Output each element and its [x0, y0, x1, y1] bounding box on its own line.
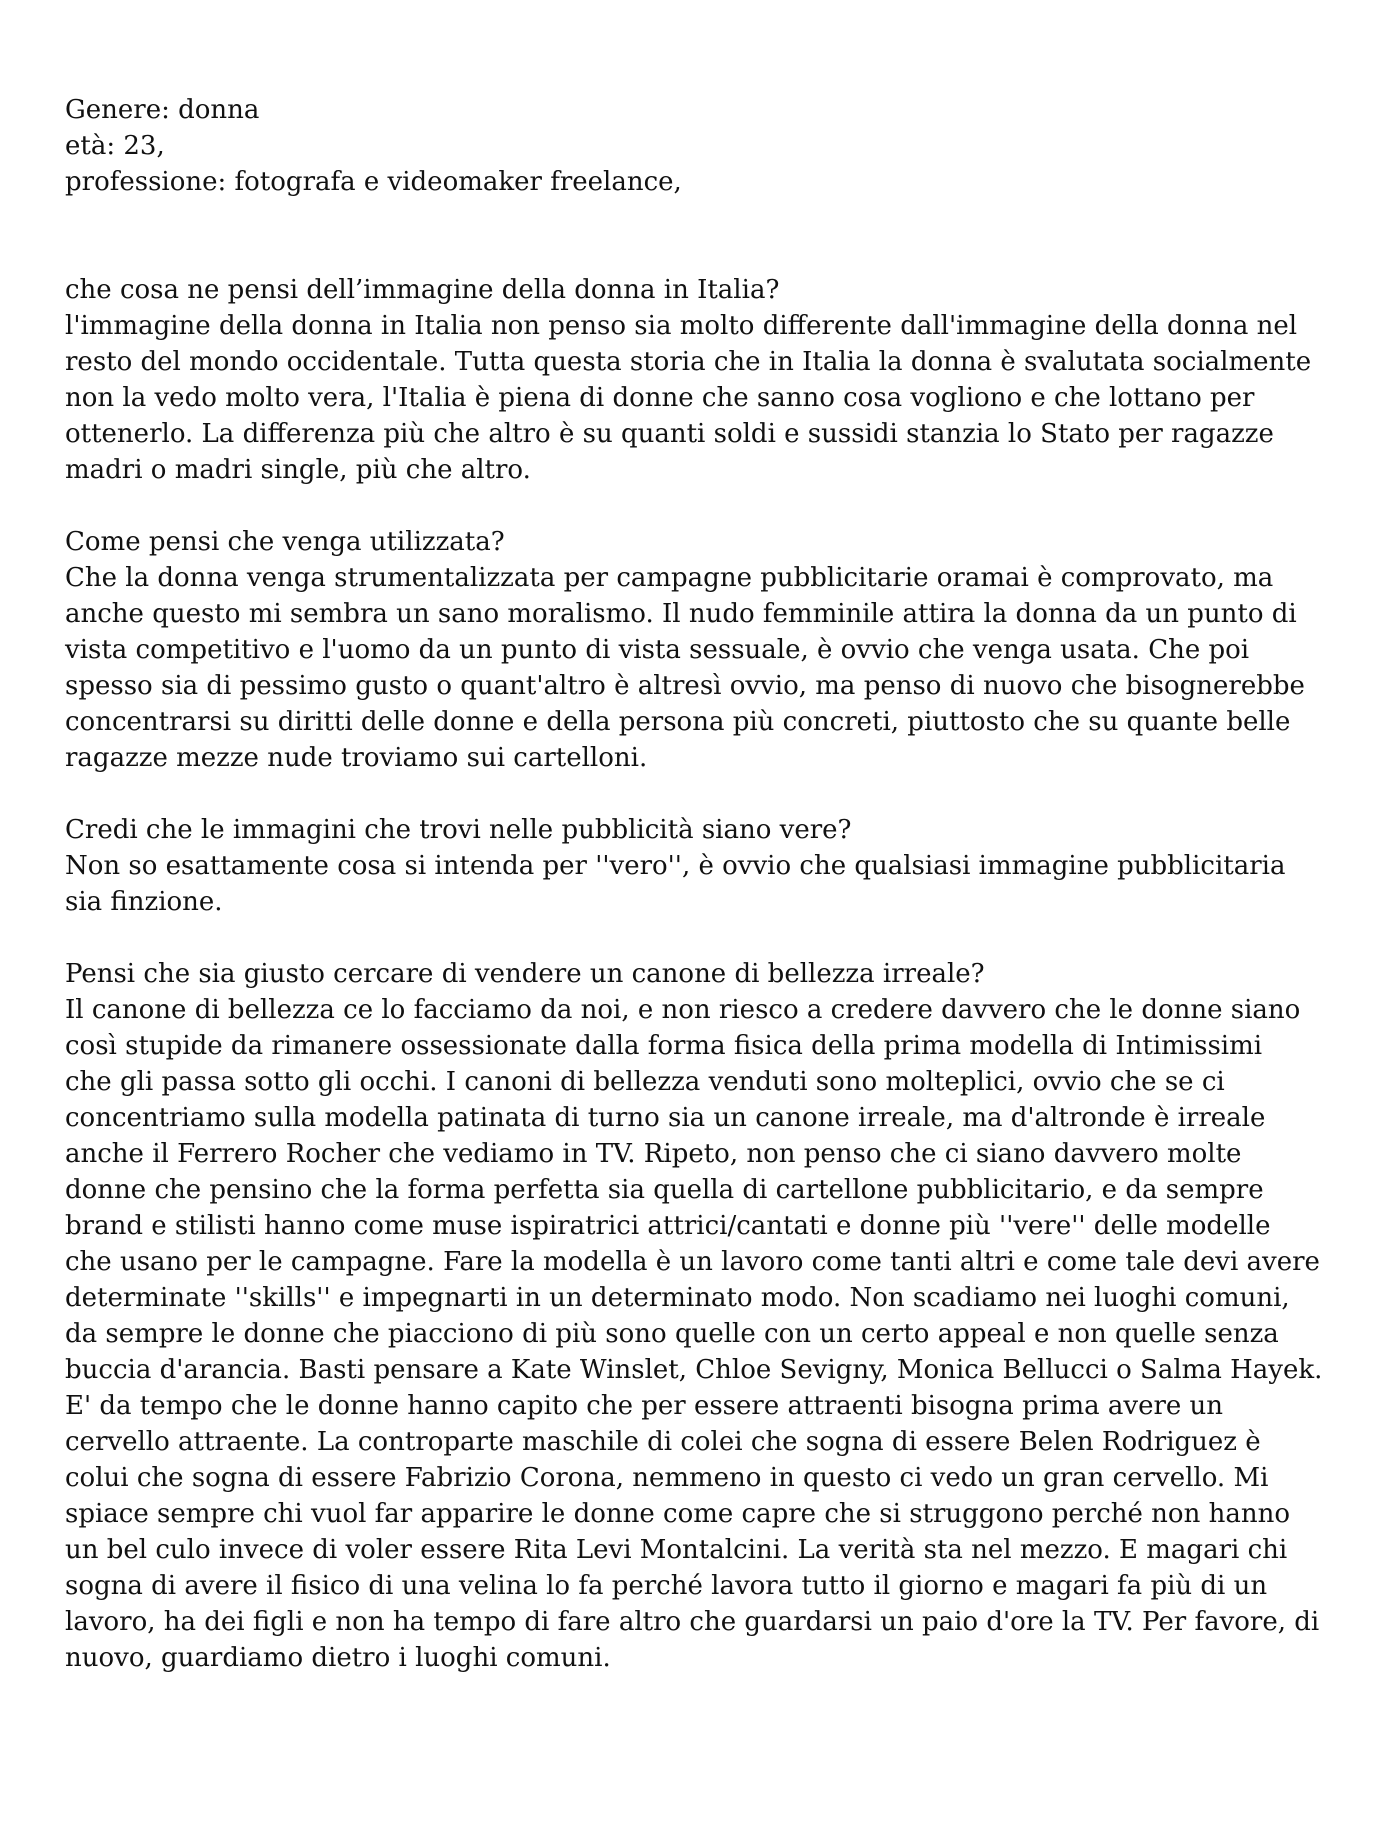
answer-2-line: Che la donna venga strumentalizzata per campagne pubblicitarie oramai è comprovato, ma: [65, 563, 1274, 593]
question-1: che cosa ne pensi dell’immagine della donna in Italia?: [65, 275, 780, 305]
answer-4-line: lavoro, ha dei figli e non ha tempo di fare altro che guardarsi un paio d'ore la TV. Per favore, di: [65, 1607, 1320, 1637]
answer-4-line: donne che pensino che la forma perfetta sia quella di cartellone pubblicitario, e da sempre: [65, 1175, 1264, 1205]
question-3: Credi che le immagini che trovi nelle pubblicità siano vere?: [65, 815, 852, 845]
answer-4-line: spiace sempre chi vuol far apparire le donne come capre che si struggono perché non hanno: [65, 1499, 1290, 1529]
profile-profession: professione: fotografa e videomaker freelance,: [65, 167, 682, 197]
answer-4-line: che usano per le campagne. Fare la modella è un lavoro come tanti altri e come tale devi avere: [65, 1247, 1320, 1277]
answer-4-line: colui che sogna di essere Fabrizio Corona, nemmeno in questo ci vedo un gran cervello. Mi: [65, 1463, 1269, 1493]
answer-1-line: l'immagine della donna in Italia non penso sia molto differente dall'immagine della donna nel: [65, 311, 1298, 341]
answer-4-line: anche il Ferrero Rocher che vediamo in TV. Ripeto, non penso che ci siano davvero molte: [65, 1139, 1242, 1169]
answer-2-line: spesso sia di pessimo gusto o quant'altro è altresì ovvio, ma penso di nuovo che bisognerebbe: [65, 671, 1305, 701]
answer-4-line: E' da tempo che le donne hanno capito che per essere attraenti bisogna prima avere un: [65, 1391, 1224, 1421]
answer-2-line: anche questo mi sembra un sano moralismo. Il nudo femminile attira la donna da un punto di: [65, 599, 1297, 629]
answer-4-line: determinate ''skills'' e impegnarti in un determinato modo. Non scadiamo nei luoghi comuni,: [65, 1283, 1290, 1313]
answer-1-line: non la vedo molto vera, l'Italia è piena di donne che sanno cosa vogliono e che lottano per: [65, 383, 1255, 413]
answer-4-line: concentriamo sulla modella patinata di turno sia un canone irreale, ma d'altronde è irreale: [65, 1103, 1266, 1133]
answer-4-line: nuovo, guardiamo dietro i luoghi comuni.: [65, 1643, 611, 1673]
answer-2-line: ragazze mezze nude troviamo sui cartelloni.: [65, 743, 648, 773]
answer-4-line: sogna di avere il fisico di una velina lo fa perché lavora tutto il giorno e magari fa più di un: [65, 1571, 1268, 1601]
answer-3-line: Non so esattamente cosa si intenda per ''vero'', è ovvio che qualsiasi immagine pubblicitaria: [65, 851, 1286, 881]
qa-block-1: [65, 272, 1345, 488]
answer-4-line: così stupide da rimanere ossessionate dalla forma fisica della prima modella di Intimissimi: [65, 1031, 1263, 1061]
answer-1-line: ottenerlo. La differenza più che altro è su quanti soldi e sussidi stanzia lo Stato per ragazze: [65, 419, 1274, 449]
profile-gender: Genere: donna: [65, 95, 260, 125]
profile-header: [65, 92, 1345, 200]
answer-2-line: concentrarsi su diritti delle donne e della persona più concreti, piuttosto che su quante belle: [65, 707, 1291, 737]
profile-age: età: 23,: [65, 131, 165, 161]
qa-block-4: [65, 956, 1345, 1676]
answer-4-line: cervello attraente. La controparte maschile di colei che sogna di essere Belen Rodriguez è: [65, 1427, 1261, 1457]
qa-block-2: [65, 524, 1345, 776]
answer-4-line: da sempre le donne che piacciono di più sono quelle con un certo appeal e non quelle senza: [65, 1319, 1279, 1349]
question-2: Come pensi che venga utilizzata?: [65, 527, 505, 557]
answer-4-line: brand e stilisti hanno come muse ispiratrici attrici/cantati e donne più ''vere'' delle modelle: [65, 1211, 1271, 1241]
question-4: Pensi che sia giusto cercare di vendere un canone di bellezza irreale?: [65, 959, 985, 989]
answer-1-line: madri o madri single, più che altro.: [65, 455, 531, 485]
answer-1-line: resto del mondo occidentale. Tutta questa storia che in Italia la donna è svalutata socialmente: [65, 347, 1312, 377]
answer-4-line: Il canone di bellezza ce lo facciamo da noi, e non riesco a credere davvero che le donne siano: [65, 995, 1301, 1025]
answer-2-line: vista competitivo e l'uomo da un punto di vista sessuale, è ovvio che venga usata. Che poi: [65, 635, 1250, 665]
answer-4-line: buccia d'arancia. Basti pensare a Kate Winslet, Chloe Sevigny, Monica Bellucci o Salma Hayek.: [65, 1355, 1323, 1385]
document-page: [65, 92, 1345, 1712]
qa-block-3: [65, 812, 1345, 920]
answer-4-line: un bel culo invece di voler essere Rita Levi Montalcini. La verità sta nel mezzo. E magari chi: [65, 1535, 1288, 1565]
answer-4-line: che gli passa sotto gli occhi. I canoni di bellezza venduti sono molteplici, ovvio che se ci: [65, 1067, 1225, 1097]
answer-3-line: sia finzione.: [65, 887, 223, 917]
